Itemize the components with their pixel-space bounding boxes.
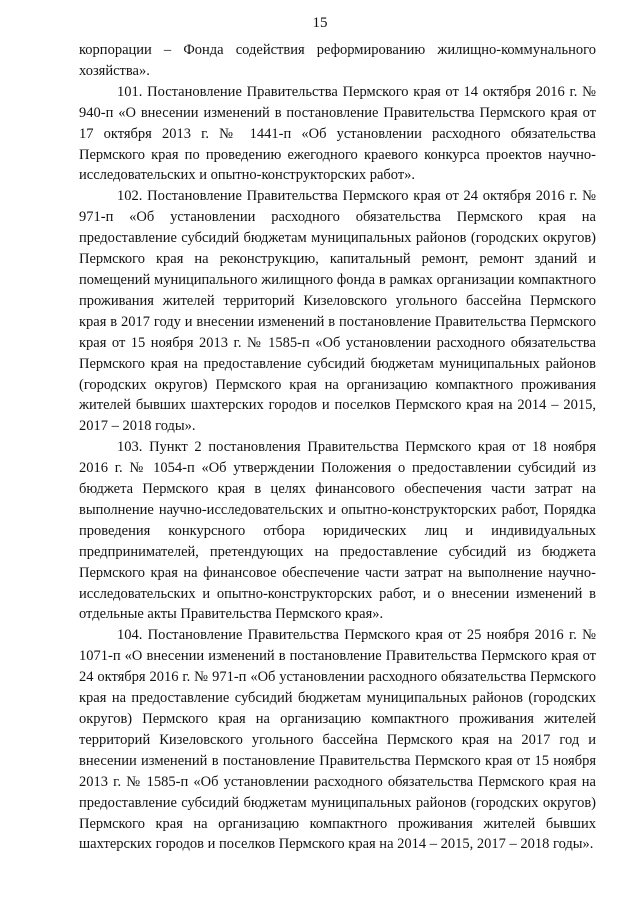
document-body xyxy=(79,40,596,855)
paragraph-item-102: 102. Постановление Правительства Пермского края от 24 октября 2016 г. № 971-п «Об установлении расходного обязательства Пермского края на предоставление субсидий бюджетам муниципальных районов (городских округов) Пермского края на реконструкцию, капитальный ремонт, ремонт зданий и помещений муниципального жилищного фонда в рамках организации компактного проживания жителей территорий Кизеловского угольного бассейна Пермского края в 2017 году и внесении изменений в постановление Правительства Пермского края от 15 ноября 2013 г. № 1585-п «Об установлении расходного обязательства Пермского края на предоставление субсидий бюджетам муниципальных районов (городских округов) Пермского края на организацию компактного проживания жителей бывших шахтерских городов и поселков Пермского края на 2014 – 2015, 2017 – 2018 годы». xyxy=(79,188,596,435)
paragraph-continuation: корпорации – Фонда содействия реформированию жилищно-коммунального хозяйства». xyxy=(79,42,596,79)
paragraph-item-101: 101. Постановление Правительства Пермского края от 14 октября 2016 г. № 940-п «О внесении изменений в постановление Правительства Пермского края от 17 октября 2013 г. № 1441-п «Об установлении расходного обязательства Пермского края по проведению ежегодного краевого конкурса проектов научно-исследовательских и опытно-конструкторских работ». xyxy=(79,83,596,184)
paragraph-item-104: 104. Постановление Правительства Пермского края от 25 ноября 2016 г. № 1071-п «О внесении изменений в постановление Правительства Пермского края от 24 октября 2016 г. № 971-п «Об установлении расходного обязательства Пермского края на предоставление субсидий бюджетам муниципальных районов (городских округов) Пермского края на организацию компактного проживания жителей территорий Кизеловского угольного бассейна Пермского края на 2017 год и внесении изменений в постановление Правительства Пермского края от 15 ноября 2013 г. № 1585-п «Об установлении расходного обязательства Пермского края на предоставление субсидий бюджетам муниципальных районов (городских округов) Пермского края на организацию компактного проживания жителей бывших шахтерских городов и поселков Пермского края на 2014 – 2015, 2017 – 2018 годы». xyxy=(79,627,596,853)
paragraph-item-103: 103. Пункт 2 постановления Правительства Пермского края от 18 ноября 2016 г. № 1054-п «Об утверждении Положения о предоставлении субсидий из бюджета Пермского края в целях финансового обеспечения части затрат на выполнение научно-исследовательских и опытно-конструкторских работ, Порядка проведения конкурсного отбора юридических лиц и индивидуальных предпринимателей, претендующих на предоставление субсидий из бюджета Пермского края на финансовое обеспечение части затрат на выполнение научно-исследовательских и опытно-конструкторских работ, и о внесении изменений в отдельные акты Правительства Пермского края». xyxy=(79,439,596,623)
page-number: 15 xyxy=(312,15,328,31)
